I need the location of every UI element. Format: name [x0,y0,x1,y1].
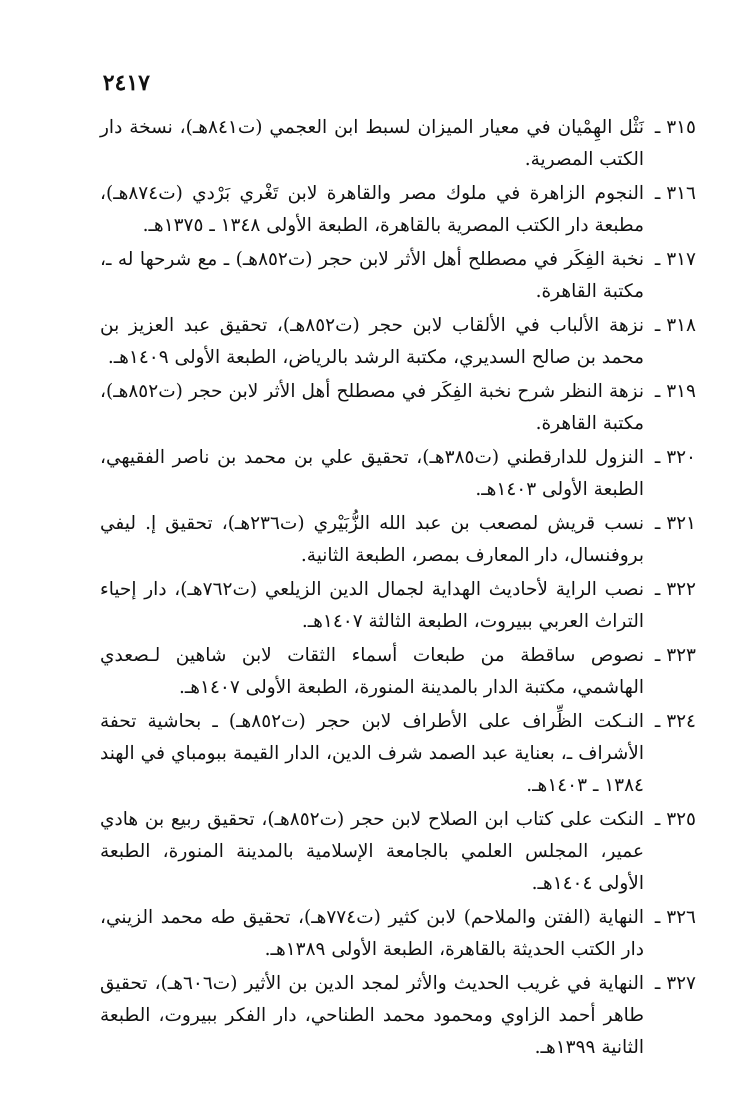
entry-number: ٣٢٠ ـ [654,447,696,468]
entry-text: نزهة النظر شرح نخبة الفِكَر في مصطلح أهل الأثر لابن حجر (ت٨٥٢هـ)، مكتبة القاهرة. [100,381,644,434]
bibliography-entry [100,310,696,374]
entry-number: ٣٢٢ ـ [654,579,696,600]
entry-text: نصب الراية لأحاديث الهداية لجمال الدين الزيلعي (ت٧٦٢هـ)، دار إحياء التراث العربي ببيروت، الطبعة الثالثة ١٤٠٧هـ. [100,579,644,632]
entry-text: نزهة الألباب في الألقاب لابن حجر (ت٨٥٢هـ)، تحقيق عبد العزيز بن محمد بن صالح السديري، مكتبة الرشد بالرياض، الطبعة الأولى ١٤٠٩هـ. [100,315,644,368]
entry-text: نخبة الفِكَر في مصطلح أهل الأثر لابن حجر (ت٨٥٢هـ) ـ مع شرحها له ـ، مكتبة القاهرة. [100,249,645,302]
entry-text: النهاية (الفتن والملاحم) لابن كثير (ت٧٧٤هـ)، تحقيق طه محمد الزيني، دار الكتب الحديثة بالقاهرة، الطبعة الأولى ١٣٨٩هـ. [100,907,644,960]
bibliography-entry [100,902,696,966]
entry-text: نَثْل الهِمْيان في معيار الميزان لسبط ابن العجمي (ت٨٤١هـ)، نسخة دار الكتب المصرية. [100,117,644,170]
entry-number: ٣١٩ ـ [654,381,696,402]
entry-number: ٣١٦ ـ [654,183,696,204]
bibliography-entry [100,244,696,308]
entry-number: ٣٢٤ ـ [654,711,696,732]
bibliography-entry [100,508,696,572]
entry-number: ٣١٥ ـ [654,117,696,138]
entry-number: ٣٢٣ ـ [654,645,696,666]
entry-number: ٣١٨ ـ [654,315,696,336]
page-number: ٢٤١٧ [102,70,150,96]
bibliography-list [100,112,696,1066]
bibliography-entry [100,574,696,638]
bibliography-entry [100,968,696,1064]
bibliography-entry [100,640,696,704]
bibliography-entry [100,706,696,802]
bibliography-entry [100,376,696,440]
entry-text: النكت على كتاب ابن الصلاح لابن حجر (ت٨٥٢هـ)، تحقيق ربيع بن هادي عمير، المجلس العلمي بالجامعة الإسلامية بالمدينة المنورة، الطبعة الأولى ١٤٠٤هـ. [100,809,644,894]
bibliography-entry [100,442,696,506]
entry-number: ٣٢٥ ـ [654,809,696,830]
entry-number: ٣١٧ ـ [654,249,696,270]
bibliography-entry [100,178,696,242]
entry-number: ٣٢٧ ـ [654,973,696,994]
bibliography-entry [100,804,696,900]
entry-number: ٣٢٦ ـ [654,907,696,928]
entry-text: النجوم الزاهرة في ملوك مصر والقاهرة لابن تَغْري بَرْدي (ت٨٧٤هـ)، مطبعة دار الكتب المصرية بالقاهرة، الطبعة الأولى ١٣٤٨ ـ ١٣٧٥هـ. [100,183,644,236]
entry-text: نصوص ساقطة من طبعات أسماء الثقات لابن شاهين لـصعدي الهاشمي، مكتبة الدار بالمدينة المنورة، الطبعة الأولى ١٤٠٧هـ. [100,645,644,698]
entry-number: ٣٢١ ـ [654,513,696,534]
entry-text: النزول للدارقطني (ت٣٨٥هـ)، تحقيق علي بن محمد بن ناصر الفقيهي، الطبعة الأولى ١٤٠٣هـ. [100,447,644,500]
entry-text: النـكت الظِّراف على الأطراف لابن حجر (ت٨٥٢هـ) ـ بحاشية تحفة الأشراف ـ، بعناية عبد الصمد شرف الدين، الدار القيمة ببومباي في الهند ١٣٨٤ ـ ١٤٠٣هـ. [100,711,644,796]
entry-text: نسب قريش لمصعب بن عبد الله الزُّبَيْري (ت٢٣٦هـ)، تحقيق إ. ليفي بروفنسال، دار المعارف بمصر، الطبعة الثانية. [100,513,645,566]
entry-text: النهاية في غريب الحديث والأثر لمجد الدين بن الأثير (ت٦٠٦هـ)، تحقيق طاهر أحمد الزاوي ومحمود محمد الطناحي، دار الفكر ببيروت، الطبعة الثانية ١٣٩٩هـ. [100,973,644,1058]
bibliography-entry [100,112,696,176]
